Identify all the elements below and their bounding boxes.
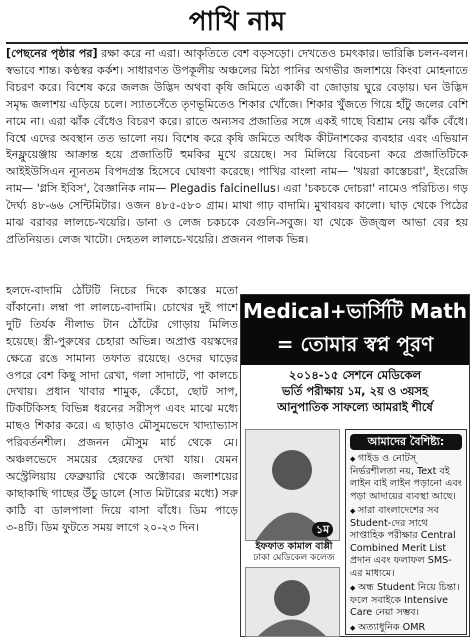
rank-badge: ১ম <box>312 522 333 537</box>
ad-sub-line-1: ২০১৪-১৫ সেশনে মেডিকেল <box>288 368 422 382</box>
ad-headline-1: Medical+ভার্সিটি Math <box>242 299 468 323</box>
student-college: ঢাকা মেডিকেল কলেজ <box>253 553 335 563</box>
article-paragraph: রক্ষা করে না এরা। আকৃতিতে বেশ বড়সড়ো। দেখতেও চমৎকার। ভারিক্কি চলন-বলন। স্বভাবে শান্ত। কণ্ঠস্বর কর্কশ। সাধারণত উপকূলীয় অঞ্চলের মিঠা পানির অগভীর জলাশয়ে কিংবা মোহনাতে বিচরণ করে। বিশেষ করে জলজ উদ্ভিদ অথবা কৃষি জমিতে একাকী বা জোড়ায় ঘুরে বেড়ায়। ঘন উদ্ভিদ সমৃদ্ধ জলাশয় এড়িয়ে চলে। স্যাতসেঁতে তৃণভূমিতেও শিকার খোঁজে। শিকার খুঁজতে গিয়ে হাঁটু জলের বেশি নামে না। এরা ঝাঁক বেঁধেও বিচরণ করে। রাতে অন্যসব প্রজাতির সঙ্গে একই গাছে বিশ্রাম নেয় ঝাঁক বেঁধে। বিশ্বে এদের অবস্থান তত ভালো নয়। বিশেষ করে কৃষি জমিতে অধিক কীটনাশকের ব্যবহার এবং এভিয়ান ইনফ্লুয়েঞ্জায় আক্রান্ত হয়ে প্রজাতিটি হুমকির মুখে রয়েছে। সব মিলিয়ে বিবেচনা করে প্রজাতিটিকে আইইউসিএন ন্যূনতম বিপদগ্রস্ত হিসেবে ঘোষণা করেছে। পাখির বাংলা নাম— 'খয়রা কাস্তেচরা', ইংরেজি নাম— 'গ্লসি ইবিস', বৈজ্ঞানিক নাম— Plegadis falcinellus। এরা 'চকচকে দোচরা' নামেও পরিচিত। গড় দৈর্ঘ্য ৪৮-৬৬ সেন্টিমিটার। ওজন ৪৮৫-৫৮০ গ্রাম। মাথা গাঢ় বাদামি। মুখাবয়ব কালো। ঘাড় থেকে পিঠের মাঝ বরাবর লালচে-খয়েরি। ডানা ও লেজ চকচকে বেগুনি-সবুজ। যা থেকে উজ্জ্বল আভা বের হয় প্রতিনিয়ত। লেজ খাটো। দেহতল লালচে-খয়েরি। প্রজনন পালক ভিন্ন। <box>6 47 468 246</box>
ad-subheadline <box>245 367 465 415</box>
features-title: আমাদের বৈশিষ্ট্য: <box>350 434 462 450</box>
features-box <box>345 429 467 635</box>
ad-sub-line-3: আনুপাতিক সাফল্যে আমরাই শীর্ষে <box>277 400 433 414</box>
ad-sub-line-2: ভর্তি পরীক্ষায় ১ম, ২য় ও ৩য়সহ <box>281 384 429 398</box>
bullet-icon: ◆ <box>350 507 356 515</box>
person-silhouette-icon <box>246 568 339 636</box>
student-photo-2 <box>245 567 340 637</box>
article-lead: [পেছনের পৃষ্ঠার পর] <box>6 47 98 60</box>
article-title: পাখি নাম <box>188 7 286 37</box>
student-name: ইফফাত কামাল বাপ্পী <box>255 541 333 552</box>
feature-item: ◆ গাইড ও নোটস্ নির্ভরশীলতা নয়, Text বই লাইন বাই লাইন পড়ানো এবং পড়া আদায়ের ব্যবস্থা আছে। <box>350 453 462 502</box>
article-left-column: হলদে-বাদামি ঠোঁটটি নিচের দিকে কাস্তের মতো বাঁকানো। লম্বা পা লালচে-বাদামি। চোখের দুই পাশে দুটি তির্যক নীলাভ টান ঠোঁটের গোড়ায় মিলিত হয়েছে। স্ত্রী-পুরুষের চেহারা অভিন্ন। অপ্রাপ্ত বয়স্কদের ক্ষেত্রে রঙে সামান্য তফাত রয়েছে। ওদের ঘাড়ের ওপরে বেশ কিছু সাদা রেখা, গলা সাদাটে, পা কালচে দেখায়। প্রধান খাবার শামুক, কেঁচো, ছোট সাপ, টিকটিকিসহ বিভিন্ন ধরনের সরীসৃপ এবং মাঝে মধ্যে মাছও শিকার করে। এ ছাড়াও মৌসুমভেদে খাদ্যাভ্যাস পরিবর্তনশীল। প্রজনন মৌসুম মার্চ থেকে মে। অঞ্চলভেদে সময়ের হেরফের দেখা যায়। যেমন অস্ট্রেলিয়ায় ফেব্রুয়ারি থেকে অক্টোবর। জলাশয়ের কাছাকাছি গাছের উঁচু ডালে (সাত মিটারের মধ্যে) সরু কাঠি বা ডালপালা দিয়ে বাসা বাঁধে। ডিম পাড়ে ৩-৪টি। ডিম ফুটতে সময় লাগে ২০-২৩ দিন। <box>6 284 238 534</box>
feature-item: ◆ অন্ধ Student নিয়ে চিন্তা। ফলে সবাইকে Intensive Care নেয়া সম্ভব। <box>350 582 460 618</box>
bullet-icon: ◆ <box>350 584 356 592</box>
bullet-icon: ◆ <box>350 623 356 632</box>
feature-item: ◆ অত্যাধুনিক OMR <box>350 621 426 633</box>
ad-header <box>241 295 469 365</box>
ad-headline-2: = তোমার স্বপ্ন পূরণ <box>276 332 434 356</box>
student-photo <box>245 429 340 541</box>
article-body <box>6 46 468 249</box>
feature-item: ◆ সারা বাংলাদেশের সব Student-দের সাথে সাপ্তাহিক পরীক্ষার Central Combined Merit List প্রদান এবং ফলাফল SMS-এর মাধ্যমে। <box>350 505 456 579</box>
bullet-icon: ◆ <box>350 455 356 463</box>
title-divider <box>6 42 468 44</box>
coaching-advertisement <box>240 294 470 637</box>
